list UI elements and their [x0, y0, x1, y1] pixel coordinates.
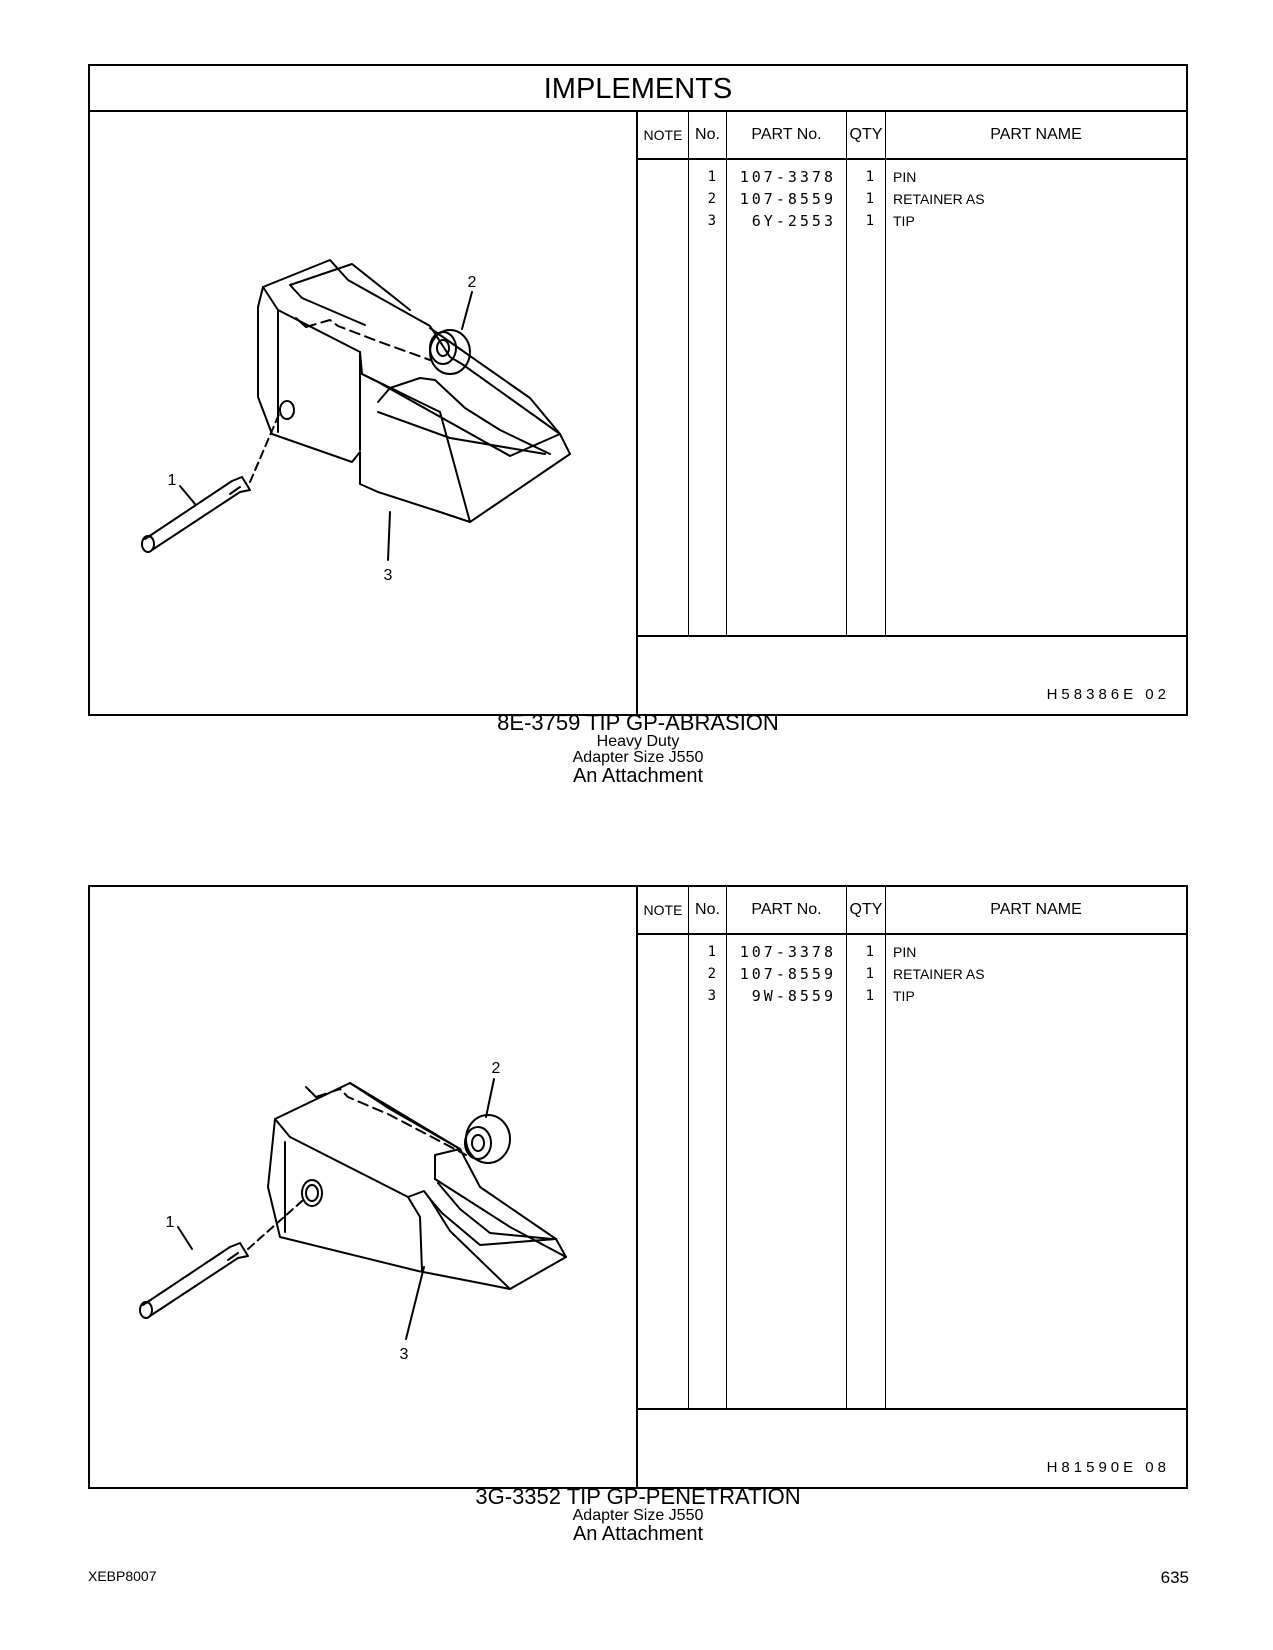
table-header: [638, 112, 1186, 160]
caption-1: [88, 712, 1188, 786]
header-no: No.: [695, 901, 720, 918]
item-no: 2: [707, 191, 716, 207]
header-part-no: PART No.: [751, 126, 822, 143]
header-no: No.: [695, 126, 720, 143]
header-note: NOTE: [643, 902, 683, 918]
table-row: [638, 985, 1186, 1007]
part-number: 107-8559: [739, 965, 836, 983]
item-no: 2: [707, 966, 716, 982]
item-no: 1: [707, 944, 716, 960]
quantity: 1: [865, 966, 874, 982]
part-name: TIP: [893, 213, 915, 229]
part-number: 107-3378: [739, 943, 836, 961]
tip-abrasion-illustration: [90, 112, 636, 716]
item-no: 1: [707, 169, 716, 185]
callout-3: 3: [383, 567, 393, 584]
parts-table-1: [638, 112, 1186, 714]
callout-1: 1: [165, 1214, 175, 1231]
header-part-name: PART NAME: [990, 901, 1082, 918]
part-name: RETAINER AS: [893, 191, 985, 207]
part-number: 107-3378: [739, 168, 836, 186]
caption-line: Heavy Duty: [596, 733, 680, 750]
quantity: 1: [865, 169, 874, 185]
table-bottom-rule: [638, 635, 1186, 637]
quantity: 1: [865, 988, 874, 1004]
caption-line: Adapter Size J550: [572, 1507, 704, 1524]
illustration-1: [90, 112, 638, 714]
part-name: PIN: [893, 169, 917, 185]
illustration-2: [90, 887, 638, 1487]
header-qty: QTY: [849, 126, 883, 143]
illustration-reference: H81590E 08: [1046, 1459, 1170, 1476]
table-row: [638, 963, 1186, 985]
header-part-name: PART NAME: [990, 126, 1082, 143]
callout-2: 2: [491, 1060, 501, 1077]
caption-attachment: An Attachment: [572, 1523, 704, 1545]
section-header: IMPLEMENTS: [90, 66, 1186, 112]
quantity: 1: [865, 944, 874, 960]
caption-title: 3G-3352 TIP GP-PENETRATION: [475, 1484, 801, 1509]
part-name: TIP: [893, 988, 915, 1004]
caption-attachment: An Attachment: [572, 765, 704, 787]
table-header: [638, 887, 1186, 935]
part-number: 6Y-2553: [751, 212, 836, 230]
page-number: 635: [1160, 1568, 1189, 1587]
part-number: 9W-8559: [751, 987, 836, 1005]
table-row: [638, 941, 1186, 963]
parts-panel-2: [88, 885, 1188, 1489]
callout-3: 3: [399, 1346, 409, 1363]
caption-line: Adapter Size J550: [572, 749, 704, 766]
header-qty: QTY: [849, 901, 883, 918]
caption-2: [88, 1486, 1188, 1544]
item-no: 3: [707, 213, 716, 229]
parts-table-2: [638, 887, 1186, 1487]
tip-penetration-illustration: [90, 887, 636, 1487]
header-part-no: PART No.: [751, 901, 822, 918]
quantity: 1: [865, 191, 874, 207]
parts-panel-1: [88, 64, 1188, 716]
part-name: PIN: [893, 944, 917, 960]
table-row: [638, 188, 1186, 210]
table-row: [638, 166, 1186, 188]
table-bottom-rule: [638, 1408, 1186, 1410]
part-name: RETAINER AS: [893, 966, 985, 982]
illustration-reference: H58386E 02: [1046, 686, 1170, 703]
callout-1: 1: [167, 472, 177, 489]
table-row: [638, 210, 1186, 232]
item-no: 3: [707, 988, 716, 1004]
quantity: 1: [865, 213, 874, 229]
callout-2: 2: [467, 274, 477, 291]
caption-title: 8E-3759 TIP GP-ABRASION: [497, 710, 779, 735]
document-number: XEBP8007: [88, 1568, 157, 1584]
header-note: NOTE: [643, 127, 683, 143]
part-number: 107-8559: [739, 190, 836, 208]
